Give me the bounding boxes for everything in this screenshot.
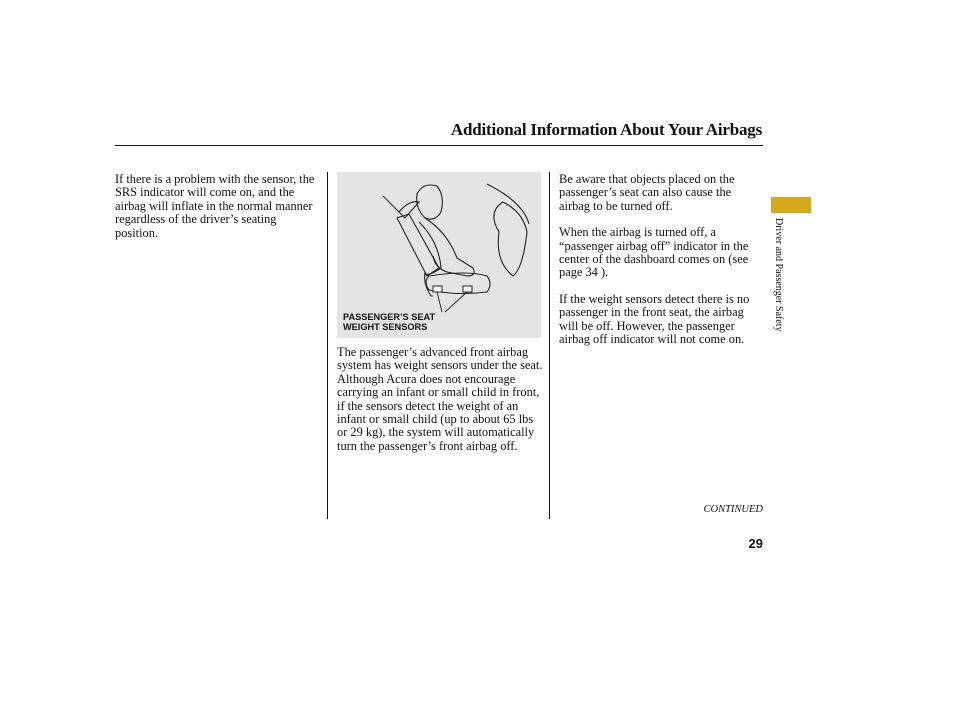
page-title: Additional Information About Your Airbags bbox=[450, 120, 762, 139]
section-label: Driver and Passenger Safety bbox=[773, 218, 784, 332]
column-divider-1 bbox=[327, 172, 328, 519]
paragraph: The passenger’s advanced front airbag system has weight sensors under the seat. Although Acura does not encourage carrying an infant or small child in front, if the sensors detect the weight of an infant or small child (up to about 65 lbs or 29 kg), the system will automatically turn the passenger’s front airbag off. bbox=[337, 345, 543, 453]
paragraph: If the weight sensors detect there is no passenger in the front seat, the airbag will be off. However, the passenger airbag off indicator will not come on. bbox=[559, 291, 750, 347]
page-number: 29 bbox=[748, 536, 763, 551]
seat-sensor-figure bbox=[337, 172, 541, 338]
paragraph: When the airbag is turned off, a “passenger airbag off” indicator in the center of the dashboard comes on (see page 34 ). bbox=[559, 225, 749, 280]
paragraph: Be aware that objects placed on the passenger’s seat can also cause the airbag to be turned off. bbox=[559, 172, 735, 213]
paragraph: If there is a problem with the sensor, the SRS indicator will come on, and the airbag will inflate in the normal manner regardless of the driver’s seating position. bbox=[115, 172, 315, 240]
column-divider-2 bbox=[549, 172, 550, 519]
left-column bbox=[115, 173, 321, 253]
continued-label: CONTINUED bbox=[703, 504, 763, 515]
middle-column bbox=[337, 346, 545, 466]
figure-caption: PASSENGER’S SEAT WEIGHT SENSORS bbox=[343, 312, 436, 332]
weight-sensor-icon bbox=[463, 286, 472, 292]
section-tab bbox=[771, 197, 811, 213]
weight-sensor-icon bbox=[433, 286, 442, 292]
header-rule bbox=[115, 145, 763, 146]
right-column bbox=[559, 173, 759, 359]
